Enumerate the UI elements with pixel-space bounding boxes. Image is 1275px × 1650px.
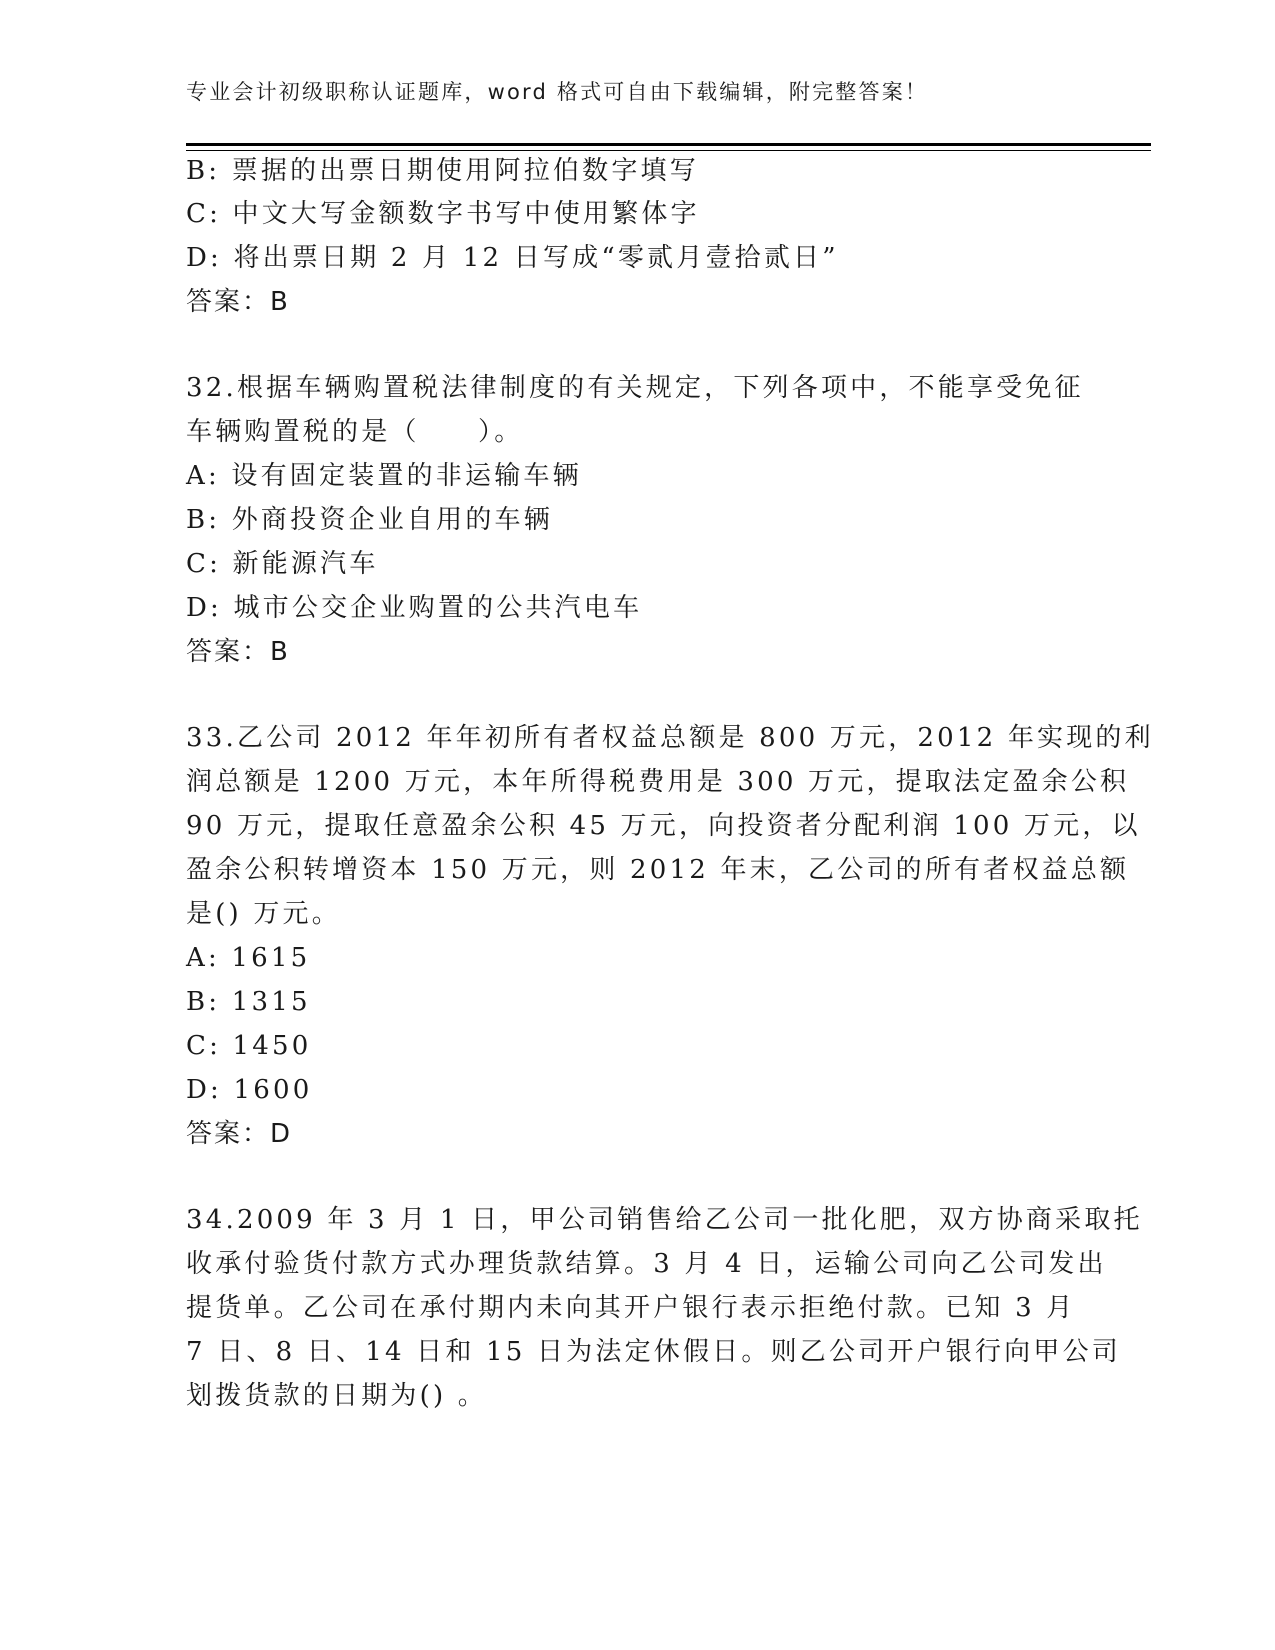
q32-text-line-1: 32.根据车辆购置税法律制度的有关规定，下列各项中，不能享受免征: [186, 373, 1084, 403]
q33-text-line-5: 是() 万元。: [186, 899, 341, 929]
q31-option-b: B: 票据的出票日期使用阿拉伯数字填写: [186, 156, 699, 186]
header-rule-thin: [186, 150, 1151, 151]
q32-option-d: D: 城市公交企业购置的公共汽电车: [186, 593, 643, 623]
q32-answer: 答案：B: [186, 637, 290, 667]
q33-option-d: D: 1600: [186, 1075, 313, 1105]
q33-option-b: B: 1315: [186, 987, 311, 1017]
q34-text-line-4: 7 日、8 日、14 日和 15 日为法定休假日。则乙公司开户银行向甲公司: [186, 1337, 1121, 1367]
q33-option-a: A: 1615: [186, 943, 311, 973]
page-header: 专业会计初级职称认证题库，word 格式可自由下载编辑，附完整答案！: [186, 80, 929, 104]
q31-option-c: C: 中文大写金额数字书写中使用繁体字: [186, 199, 700, 229]
q33-answer: 答案：D: [186, 1119, 293, 1149]
q32-text-line-2: 车辆购置税的是（ ）。: [186, 417, 524, 447]
q33-text-line-4: 盈余公积转增资本 150 万元，则 2012 年末，乙公司的所有者权益总额: [186, 855, 1130, 885]
q32-option-c: C: 新能源汽车: [186, 549, 379, 579]
q33-text-line-2: 润总额是 1200 万元，本年所得税费用是 300 万元，提取法定盈余公积: [186, 767, 1130, 797]
q34-text-line-2: 收承付验货付款方式办理货款结算。3 月 4 日，运输公司向乙公司发出: [186, 1249, 1107, 1279]
q31-answer: 答案：B: [186, 287, 290, 317]
q34-text-line-3: 提货单。乙公司在承付期内未向其开户银行表示拒绝付款。已知 3 月: [186, 1293, 1076, 1323]
q34-text-line-5: 划拨货款的日期为() 。: [186, 1381, 487, 1411]
header-rule-thick: [186, 143, 1151, 146]
q34-text-line-1: 34.2009 年 3 月 1 日，甲公司销售给乙公司一批化肥，双方协商采取托: [186, 1205, 1143, 1235]
q33-option-c: C: 1450: [186, 1031, 312, 1061]
q32-option-b: B: 外商投资企业自用的车辆: [186, 505, 553, 535]
q31-option-d: D: 将出票日期 2 月 12 日写成“零贰月壹拾贰日”: [186, 243, 839, 273]
q32-option-a: A: 设有固定装置的非运输车辆: [186, 461, 582, 491]
q33-text-line-1: 33.乙公司 2012 年年初所有者权益总额是 800 万元，2012 年实现的利: [186, 723, 1154, 753]
q33-text-line-3: 90 万元，提取任意盈余公积 45 万元，向投资者分配利润 100 万元，以: [186, 811, 1141, 841]
